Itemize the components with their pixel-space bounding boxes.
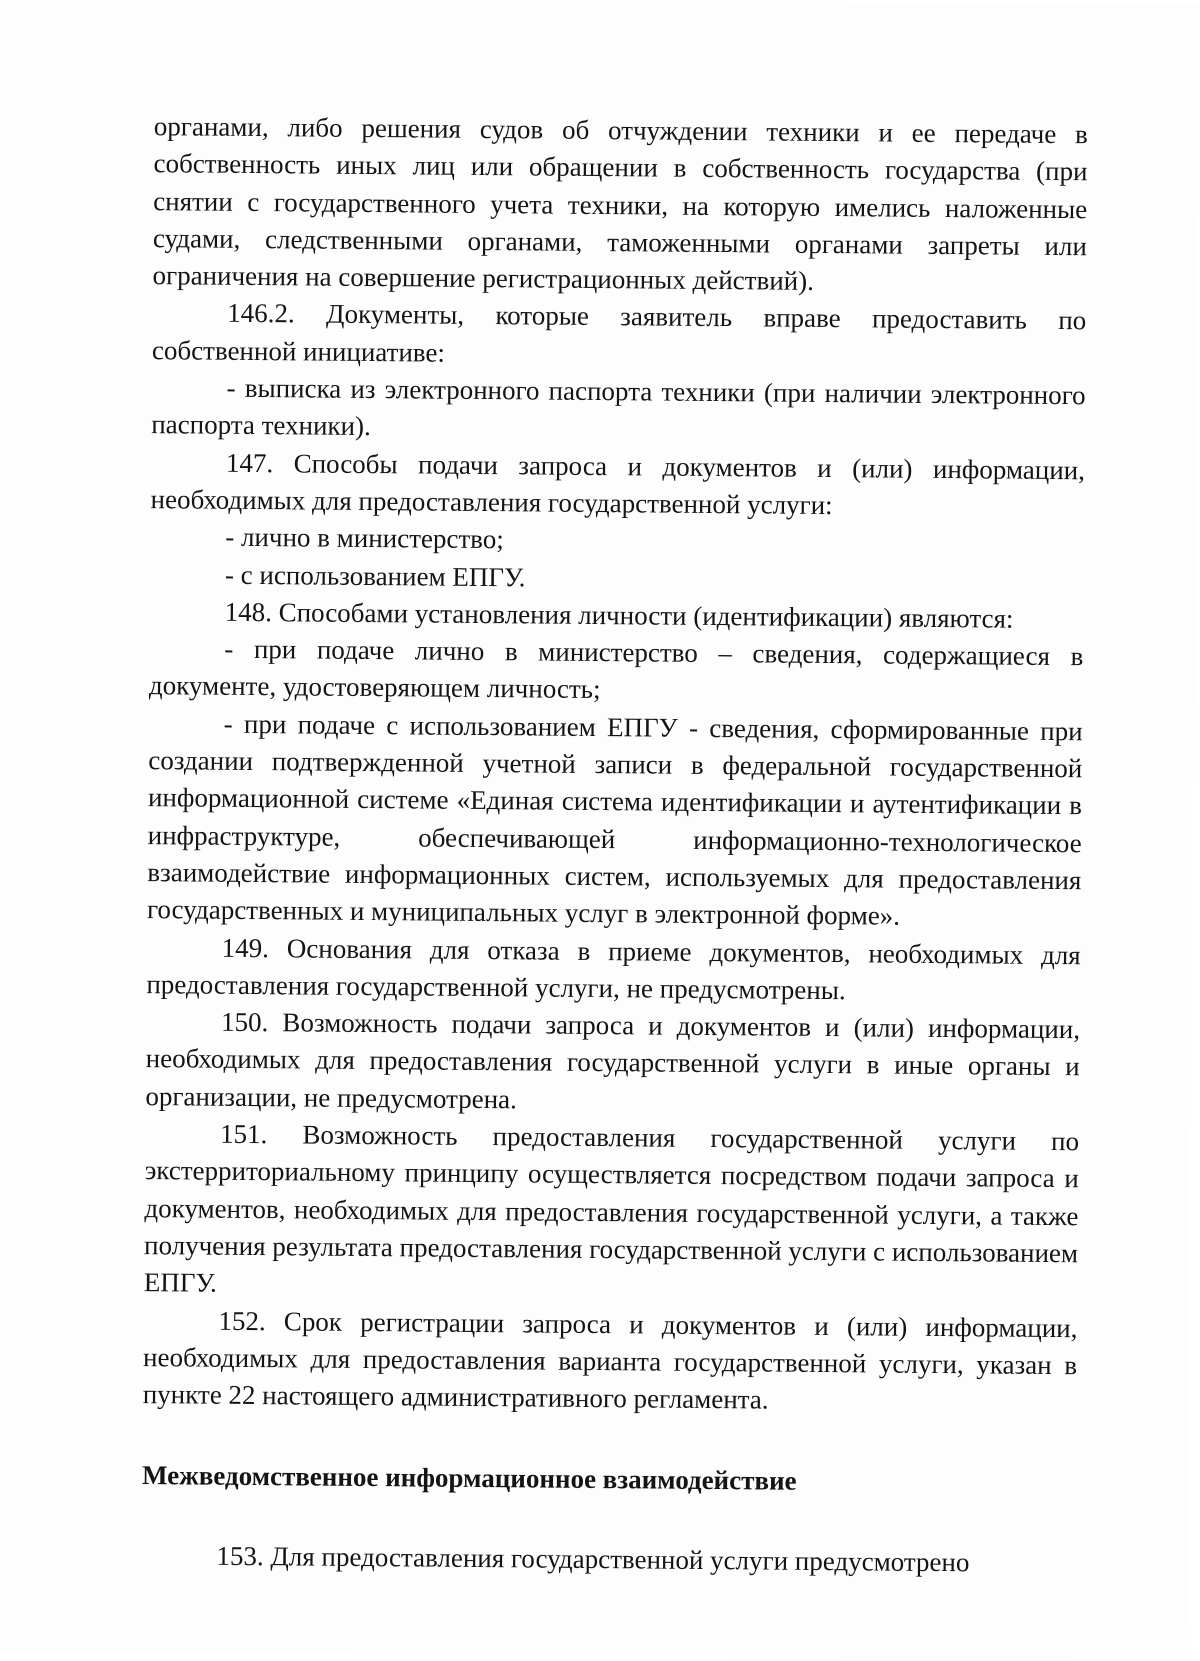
paragraph-148: 148. Способами установления личности (идентификации) являются: [224, 596, 1014, 634]
paragraph-149: 149. Основания для отказа в приеме документов, необходимых для предоставления государственной услуги, не предусмотрены. [146, 932, 1081, 1006]
paragraph-153: 153. Для предоставления государственной услуги предусмотрено [216, 1541, 970, 1578]
paragraph-146-2: 146.2. Документы, которые заявитель вправе предоставить по собственной инициативе: [151, 298, 1087, 368]
paragraph-continuation: органами, либо решения судов об отчуждении техники и ее передаче в собственность иных лиц или обращении в собственность государства (при снятии с государственного учета техники, на которую имелись наложенные судами, следственными органами, таможенными органами запреты или ограничения на совершение регистрационных действий). [152, 111, 1088, 297]
list-item-epgu: - с использованием ЕПГУ. [224, 559, 526, 592]
paragraph-150: 150. Возможность подачи запроса и документов и (или) информации, необходимых для предоставления государственной услуги в иные органы и организации, не предусмотрена. [145, 1006, 1081, 1115]
paragraph-152: 152. Срок регистрации запроса и документов и (или) информации, необходимых для предоставления варианта государственной услуги, указан в пункте 22 настоящего административного регламента. [142, 1305, 1078, 1415]
paragraph-147: 147. Способы подачи запроса и документов и (или) информации, необходимых для предоставления государственной услуги: [150, 447, 1086, 521]
list-item-identity-epgu: - при подаче с использованием ЕПГУ - сведения, сформированные при создании подтвержденной учетной записи в федеральной государственной информационной системе «Единая система идентификации и аутентификации в инфраструктуре, обеспечивающей информационно-технологическое взаимодействие информационных систем, используемых для предоставления государственных и муниципальных услуг в электронной форме». [146, 708, 1083, 931]
list-item-identity-in-person: - при подаче лично в министерство – сведения, содержащиеся в документе, удостоверяющем личность; [148, 633, 1084, 705]
paragraph-151: 151. Возможность предоставления государственной услуги по экстерриториальному принципу осуществляется посредством подачи запроса и документов, необходимых для предоставления государственной услуги, а также получения результата предоставления государственной услуги с использованием ЕПГУ. [143, 1118, 1080, 1298]
document-body [141, 108, 1088, 1583]
list-item-in-person: - лично в министерство; [225, 522, 504, 555]
section-heading: Межведомственное информационное взаимодействие [141, 1460, 797, 1497]
list-item-passport-extract: - выписка из электронного паспорта техники (при наличии электронного паспорта техники). [151, 372, 1086, 442]
